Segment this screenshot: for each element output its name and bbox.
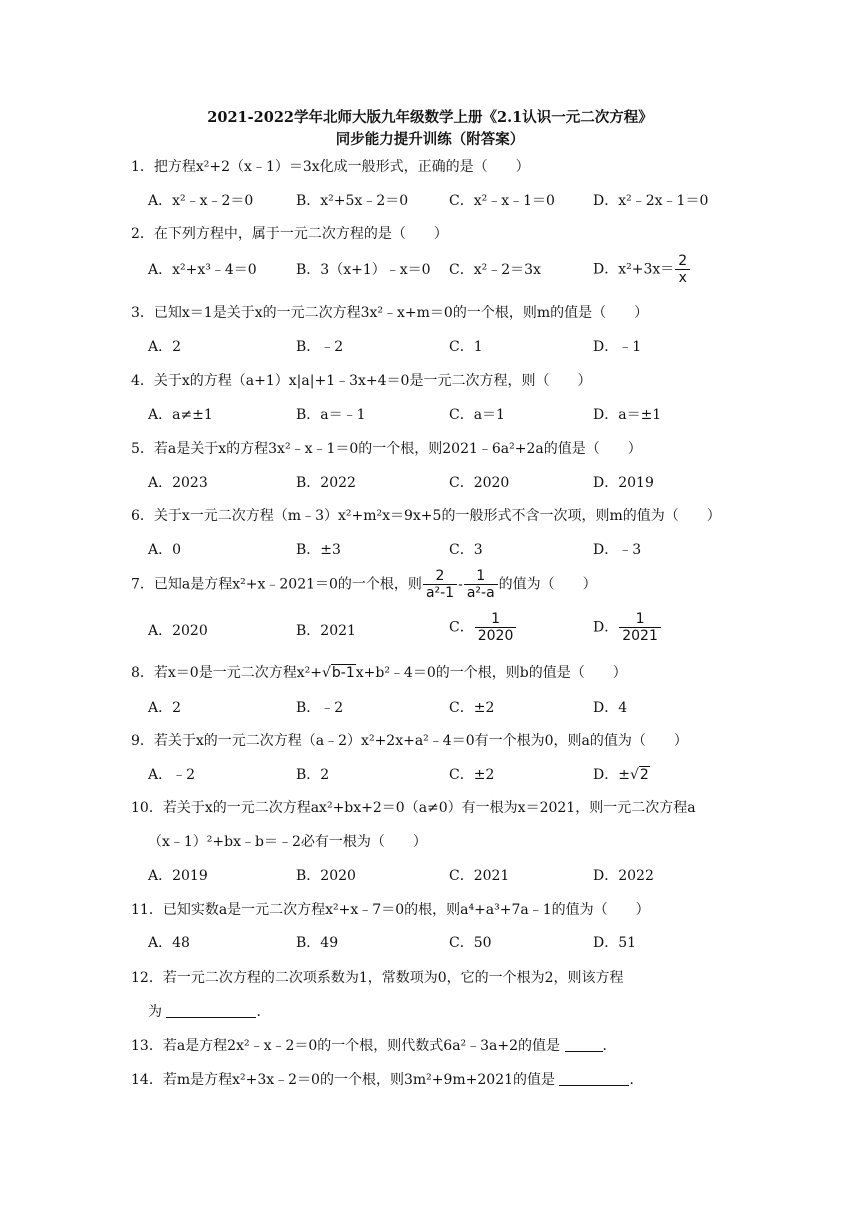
options-1: [148, 191, 768, 213]
options-8: [148, 698, 768, 720]
fraction-1: [423, 568, 457, 601]
question-12-line-2: [148, 1002, 750, 1022]
option-d[interactable]: D．2019: [593, 475, 654, 491]
option-d-text: D．x²+3x＝: [593, 261, 675, 278]
question-12-line-1: 12．若一元二次方程的二次项系数为1，常数项为0，它的一个根为2，则该方程: [131, 970, 624, 986]
option-d[interactable]: D．51: [593, 935, 637, 951]
option-b[interactable]: B．2022: [296, 475, 356, 491]
fraction-denominator: 2020: [477, 628, 514, 644]
fraction-denominator: 2021: [622, 628, 658, 644]
fraction-numerator: 1: [475, 611, 517, 628]
option-d[interactable]: [593, 765, 650, 785]
question-10-line-1: 10．若关于x的一元二次方程ax²+bx+2＝0（a≠0）有一根为x＝2021，则一元二次方程a: [131, 800, 696, 816]
option-d-text: D．: [593, 619, 619, 636]
question-2: 2．在下列方程中，属于一元二次方程的是（ ）: [131, 226, 448, 242]
question-10-line-2: （x﹣1）²+bx﹣b＝﹣2必有一根为（ ）: [148, 834, 427, 850]
option-c[interactable]: C．3: [449, 542, 483, 558]
option-b[interactable]: B．2021: [296, 623, 356, 639]
question-7-text-b: 的值为（ ）: [498, 576, 597, 593]
option-c[interactable]: C．±2: [449, 767, 495, 783]
fraction-numerator: 1: [619, 611, 661, 628]
question-7-text-a: 7．已知a是方程x²+x﹣2021＝0的一个根，则: [131, 576, 422, 593]
minus-sign: -: [458, 576, 463, 593]
answer-blank[interactable]: [559, 1071, 629, 1086]
sqrt-expression: √2: [629, 767, 649, 783]
options-7: [148, 611, 768, 644]
fraction: [475, 611, 517, 644]
answer-blank[interactable]: [166, 1003, 256, 1018]
question-9: 9．若关于x的一元二次方程（a﹣2）x²+2x+a²﹣4＝0有一个根为0，则a的值为（ ）: [131, 733, 688, 749]
option-b[interactable]: B．2020: [296, 868, 356, 884]
question-13: [131, 1036, 750, 1056]
option-a[interactable]: A．﹣2: [148, 767, 196, 783]
fraction: [619, 611, 661, 644]
option-b[interactable]: B．a＝﹣1: [296, 407, 366, 423]
question-13-text: 13．若a是方程2x²﹣x﹣2＝0的一个根，则代数式6a²﹣3a+2的值是: [131, 1038, 561, 1054]
question-14: [131, 1070, 750, 1090]
question-8-text-b: x+b²﹣4＝0的一个根，则b的值是（ ）: [355, 665, 627, 681]
option-a[interactable]: A．2023: [148, 475, 208, 491]
fraction-numerator: 2: [423, 568, 457, 585]
option-c[interactable]: C．2021: [449, 868, 510, 884]
fraction: [675, 253, 690, 286]
option-b[interactable]: B．±3: [296, 542, 341, 558]
option-d[interactable]: D．4: [593, 700, 628, 716]
question-6: 6．关于x一元二次方程（m﹣3）x²+m²x＝9x+5的一般形式不含一次项，则m的值为（ ）: [131, 508, 721, 524]
fraction-numerator: 1: [464, 568, 498, 585]
question-11: 11．已知实数a是一元二次方程x²+x﹣7＝0的根，则a⁴+a³+7a﹣1的值为（ ）: [131, 902, 650, 918]
option-c[interactable]: C．x²﹣x﹣1＝0: [449, 193, 555, 209]
option-b[interactable]: B．2: [296, 767, 330, 783]
question-5: 5．若a是关于x的方程3x²﹣x﹣1＝0的一个根，则2021﹣6a²+2a的值是（ ）: [131, 441, 642, 457]
option-b[interactable]: B．﹣2: [296, 339, 344, 355]
answer-blank[interactable]: [565, 1037, 603, 1052]
option-d[interactable]: D．x²﹣2x﹣1＝0: [593, 193, 709, 209]
options-4: [148, 405, 768, 427]
option-a[interactable]: A．2019: [148, 868, 208, 884]
question-4: 4．关于x的方程（a+1）x|a|+1﹣3x+4＝0是一元二次方程，则（ ）: [131, 373, 592, 389]
option-d[interactable]: D．2022: [593, 868, 654, 884]
option-a[interactable]: A．48: [148, 935, 190, 951]
option-c[interactable]: C．1: [449, 339, 483, 355]
options-11: [148, 933, 768, 955]
option-a[interactable]: A．x²﹣x﹣2＝0: [148, 193, 254, 209]
question-14-text: 14．若m是方程x²+3x﹣2＝0的一个根，则3m²+9m+2021的值是: [131, 1072, 556, 1088]
question-3: 3．已知x＝1是关于x的一元二次方程3x²﹣x+m＝0的一个根，则m的值是（ ）: [131, 305, 649, 321]
question-7: [131, 568, 750, 601]
fraction-numerator: 2: [675, 253, 690, 270]
option-c[interactable]: C．a＝1: [449, 407, 505, 423]
period: ．: [256, 1004, 271, 1020]
options-6: [148, 540, 768, 562]
question-8: [131, 663, 750, 683]
option-b[interactable]: B．3（x+1）﹣x＝0: [296, 262, 431, 278]
option-b[interactable]: B．49: [296, 935, 339, 951]
option-a[interactable]: A．2020: [148, 623, 208, 639]
options-9: [148, 765, 768, 787]
options-5: [148, 473, 768, 495]
fraction-denominator: a²-a: [466, 585, 495, 601]
page-subtitle: 同步能力提升训练（附答案）: [335, 131, 525, 148]
option-d[interactable]: [593, 253, 691, 286]
sqrt-expression: √b-1: [321, 665, 355, 681]
fraction-denominator: x: [678, 270, 687, 286]
options-2: [148, 253, 768, 286]
option-a[interactable]: A．a≠±1: [148, 407, 213, 423]
radicand: b-1: [331, 665, 355, 681]
radicand: 2: [639, 767, 649, 783]
option-d[interactable]: D．a＝±1: [593, 407, 662, 423]
period: ．: [602, 1038, 617, 1054]
option-b[interactable]: B．﹣2: [296, 700, 344, 716]
question-1: 1．把方程x²+2（x﹣1）＝3x化成一般形式，正确的是（ ）: [131, 159, 530, 175]
option-a[interactable]: A．2: [148, 339, 182, 355]
option-c[interactable]: C．2020: [449, 475, 510, 491]
option-c[interactable]: C．x²﹣2＝3x: [449, 262, 541, 278]
option-a[interactable]: A．0: [148, 542, 182, 558]
fraction-2: [464, 568, 498, 601]
option-c[interactable]: C．±2: [449, 700, 495, 716]
period: ．: [629, 1072, 644, 1088]
option-d[interactable]: D．﹣1: [593, 339, 642, 355]
question-12-text: 为: [148, 1004, 162, 1020]
options-10: [148, 866, 768, 888]
option-c[interactable]: [449, 611, 517, 644]
option-d[interactable]: [593, 611, 662, 644]
options-3: [148, 337, 768, 359]
option-b[interactable]: B．x²+5x﹣2＝0: [296, 193, 409, 209]
page-title: 2021-2022学年北师大版九年级数学上册《2.1认识一元二次方程》: [207, 109, 653, 126]
option-a[interactable]: A．2: [148, 700, 182, 716]
option-a[interactable]: A．x²+x³﹣4＝0: [148, 262, 257, 278]
option-d[interactable]: D．﹣3: [593, 542, 642, 558]
question-8-text-a: 8．若x＝0是一元二次方程x²+: [131, 665, 322, 681]
option-c-text: C．: [449, 619, 474, 636]
option-d-text: D．±: [593, 767, 630, 783]
fraction-denominator: a²-1: [425, 585, 455, 601]
option-c[interactable]: C．50: [449, 935, 492, 951]
